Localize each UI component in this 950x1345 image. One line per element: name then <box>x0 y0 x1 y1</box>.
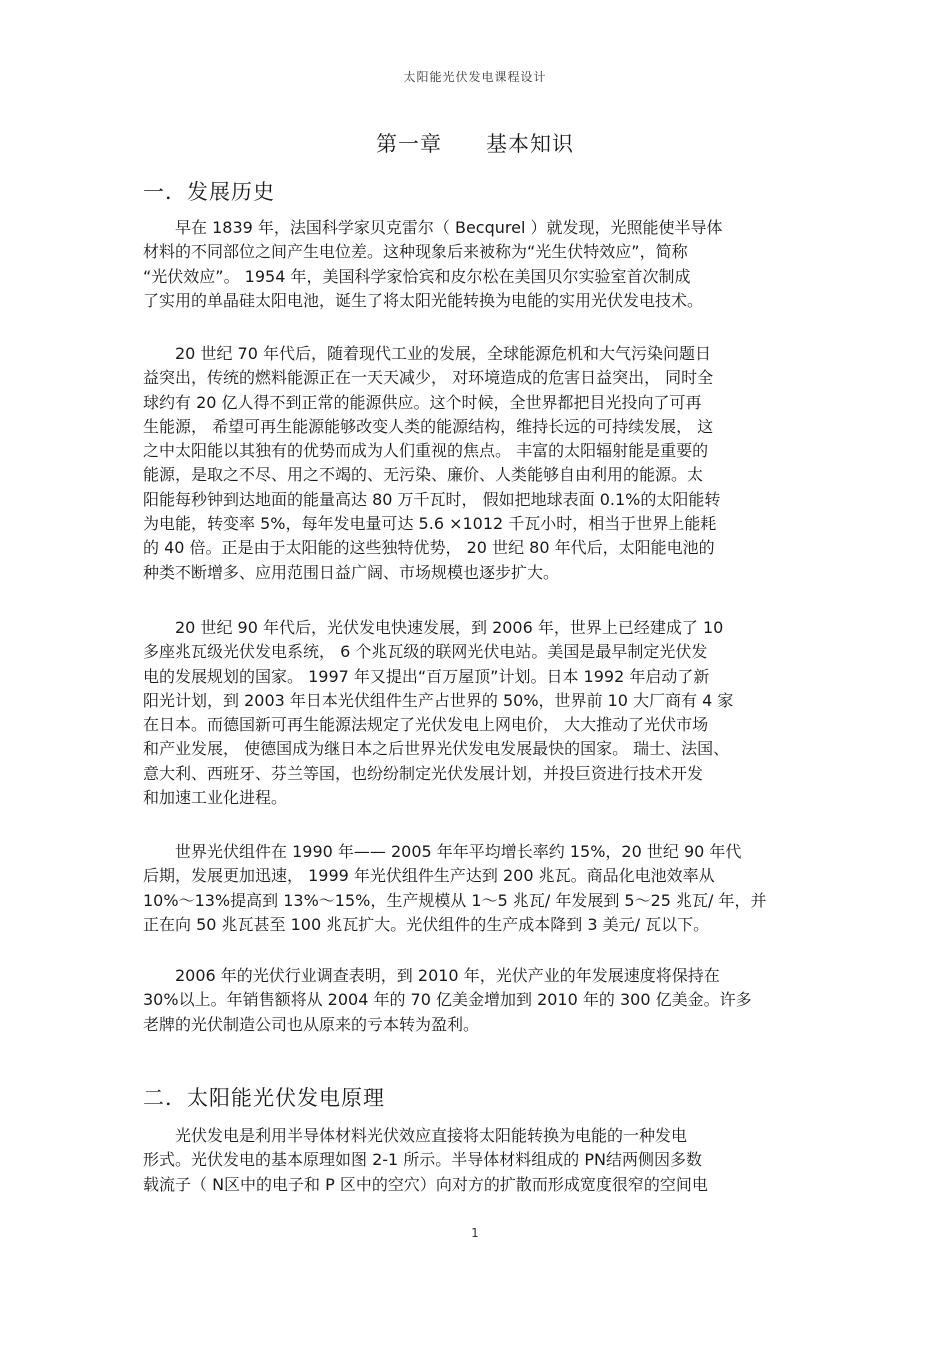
text-line: 材料的不同部位之间产生电位差。这种现象后来被称为“光生伏特效应”，简称 <box>143 242 688 262</box>
paragraph-history-1 <box>143 216 807 313</box>
text-line: 形式。光伏发电的基本原理如图 2-1 所示。半导体材料组成的 PN结两侧因多数 <box>143 1150 703 1170</box>
text-line: 载流子（ N区中的电子和 P 区中的空穴）向对方的扩散而形成宽度很窄的空间电 <box>143 1174 708 1194</box>
text-line: 之中太阳能以其独有的优势而成为人们重视的焦点。 丰富的太阳辐射能是重要的 <box>143 441 709 461</box>
text-line: 阳光计划，到 2003 年日本光伏组件生产占世界的 50%，世界前 10 大厂商有 4 家 <box>143 690 734 710</box>
page-number: 1 <box>471 1226 479 1240</box>
text-line: 意大利、西班牙、芬兰等国，也纷纷制定光伏发展计划，并投巨资进行技术开发 <box>143 763 704 783</box>
text-line: 和加速工业化进程。 <box>143 788 288 808</box>
text-line: 2006 年的光伏行业调查表明，到 2010 年，光伏产业的年发展速度将保持在 <box>143 966 720 985</box>
paragraph-principle-1 <box>143 1124 807 1197</box>
text-line: 后期，发展更加迅速， 1999 年光伏组件生产达到 200 兆瓦。商品化电池效率从 <box>143 866 715 886</box>
text-line: 能源，是取之不尽、用之不竭的、无污染、廉价、人类能够自由利用的能源。太 <box>143 465 704 485</box>
text-line: 球约有 20 亿人得不到正常的能源供应。这个时候，全世界都把目光投向了可再 <box>143 392 702 412</box>
text-line: 老牌的光伏制造公司也从原来的亏本转为盈利。 <box>143 1014 480 1034</box>
text-line: “光伏效应”。 1954 年，美国科学家恰宾和皮尔松在美国贝尔实验室首次制成 <box>143 266 691 286</box>
text-line: 多座兆瓦级光伏发电系统， 6 个兆瓦级的联网光伏电站。美国是最早制定光伏发 <box>143 642 708 662</box>
text-line: 和产业发展， 使德国成为继日本之后世界光伏发电发展最快的国家。 瑞士、法国、 <box>143 739 730 759</box>
chapter-title: 第一章 基本知识 <box>376 132 574 156</box>
text-line: 在日本。而德国新可再生能源法规定了光伏发电上网电价， 大大推动了光伏市场 <box>143 715 709 735</box>
text-line: 世界光伏组件在 1990 年—— 2005 年年平均增长率约 15%，20 世纪 90 年代 <box>143 842 742 861</box>
text-line: 为电能，转变率 5%，每年发电量可达 5.6 ×1012 千瓦小时，相当于世界上能耗 <box>143 514 717 534</box>
text-line: 电的发展规划的国家。 1997 年又提出“百万屋顶”计划。日本 1992 年启动了新 <box>143 666 710 686</box>
running-header: 太阳能光伏发电课程设计 <box>403 70 547 84</box>
text-line: 光伏发电是利用半导体材料光伏效应直接将太阳能转换为电能的一种发电 <box>143 1126 688 1145</box>
text-line: 20 世纪 90 年代后，光伏发电快速发展，到 2006 年，世界上已经建成了 10 <box>143 618 724 637</box>
text-line: 益突出，传统的燃料能源正在一天天减少， 对环境造成的危害日益突出， 同时全 <box>143 368 714 388</box>
text-line: 种类不断增多、应用范围日益广阔、市场规模也逐步扩大。 <box>143 562 560 582</box>
text-line: 阳能每秒钟到达地面的能量高达 80 万千瓦时， 假如把地球表面 0.1%的太阳能转 <box>143 489 721 509</box>
paragraph-history-3 <box>143 616 807 810</box>
section-heading-principle: 二．太阳能光伏发电原理 <box>143 1086 385 1110</box>
text-line: 生能源， 希望可再生能源能够改变人类的能源结构，维持长远的可持续发展， 这 <box>143 416 714 436</box>
text-line: 20 世纪 70 年代后，随着现代工业的发展，全球能源危机和大气污染问题日 <box>143 344 711 363</box>
paragraph-history-5 <box>143 964 807 1037</box>
text-line: 10%～13%提高到 13%～15%，生产规模从 1～5 兆瓦/ 年发展到 5～25 兆瓦/ 年，并 <box>143 890 767 910</box>
section-heading-history: 一．发展历史 <box>143 180 275 204</box>
text-line: 30%以上。年销售额将从 2004 年的 70 亿美金增加到 2010 年的 300 亿美金。许多 <box>143 990 752 1010</box>
paragraph-history-2 <box>143 342 807 585</box>
text-line: 早在 1839 年，法国科学家贝克雷尔（ Becqurel ）就发现，光照能使半导体 <box>143 218 723 237</box>
text-line: 了实用的单晶硅太阳电池，诞生了将太阳光能转换为电能的实用光伏发电技术。 <box>143 290 704 310</box>
text-line: 正在向 50 兆瓦甚至 100 兆瓦扩大。光伏组件的生产成本降到 3 美元/ 瓦以下。 <box>143 914 710 934</box>
paragraph-history-4 <box>143 840 807 937</box>
text-line: 的 40 倍。正是由于太阳能的这些独特优势， 20 世纪 80 年代后，太阳能电池的 <box>143 538 715 558</box>
